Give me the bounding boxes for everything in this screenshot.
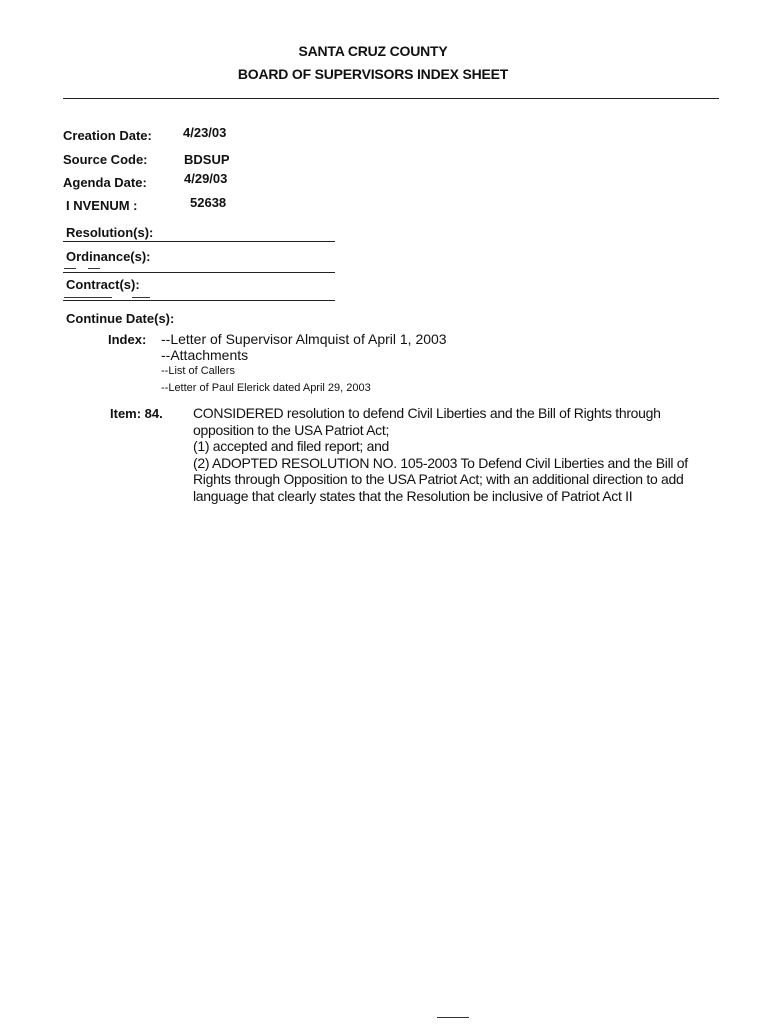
ordinances-label: Ordinance(s): (66, 249, 151, 264)
invenum-label: I NVENUM : (66, 198, 138, 213)
index-label: Index: (108, 332, 147, 347)
agenda-date-value: 4/29/03 (184, 171, 228, 186)
contract-mark-1 (64, 297, 112, 298)
item-paragraph: (2) ADOPTED RESOLUTION NO. 105-2003 To Defend Civil Liberties and the Bill of Rights through Opposition to the USA Patriot Act; with an additional direction to add language that clearly states that the Resolution be inclusive of Patriot Act II (193, 454, 688, 504)
creation-date-value: 4/23/03 (183, 125, 227, 140)
creation-date-label: Creation Date: (63, 128, 152, 143)
footer-mark (437, 1017, 469, 1018)
header-divider (63, 98, 719, 99)
ordinance-mark-1 (64, 268, 76, 269)
county-title: SANTA CRUZ COUNTY (298, 43, 448, 59)
item-paragraph: (1) accepted and filed report; and (193, 438, 390, 454)
resolutions-line (63, 241, 335, 242)
continue-dates-label: Continue Date(s): (66, 311, 175, 326)
contracts-line (63, 300, 335, 301)
invenum-value: 52638 (190, 195, 227, 210)
sheet-title: BOARD OF SUPERVISORS INDEX SHEET (237, 66, 509, 82)
item-label: Item: 84. (110, 406, 163, 421)
source-code-value: BDSUP (184, 152, 230, 167)
index-entry: --Attachments (161, 347, 249, 363)
item-paragraph: CONSIDERED resolution to defend Civil Liberties and the Bill of Rights through opposition to the USA Patriot Act; (193, 405, 661, 438)
index-entry: --Letter of Paul Elerick dated April 29, 2003 (161, 382, 371, 394)
index-entry: --List of Callers (161, 365, 235, 377)
agenda-date-label: Agenda Date: (63, 175, 147, 190)
index-entry: --Letter of Supervisor Almquist of April 1, 2003 (161, 331, 447, 347)
ordinance-mark-2 (88, 268, 100, 269)
contracts-label: Contract(s): (66, 277, 140, 292)
ordinances-line (63, 272, 335, 273)
contract-mark-2 (132, 297, 150, 298)
item-description (193, 405, 723, 504)
source-code-label: Source Code: (63, 152, 148, 167)
resolutions-label: Resolution(s): (66, 225, 154, 240)
